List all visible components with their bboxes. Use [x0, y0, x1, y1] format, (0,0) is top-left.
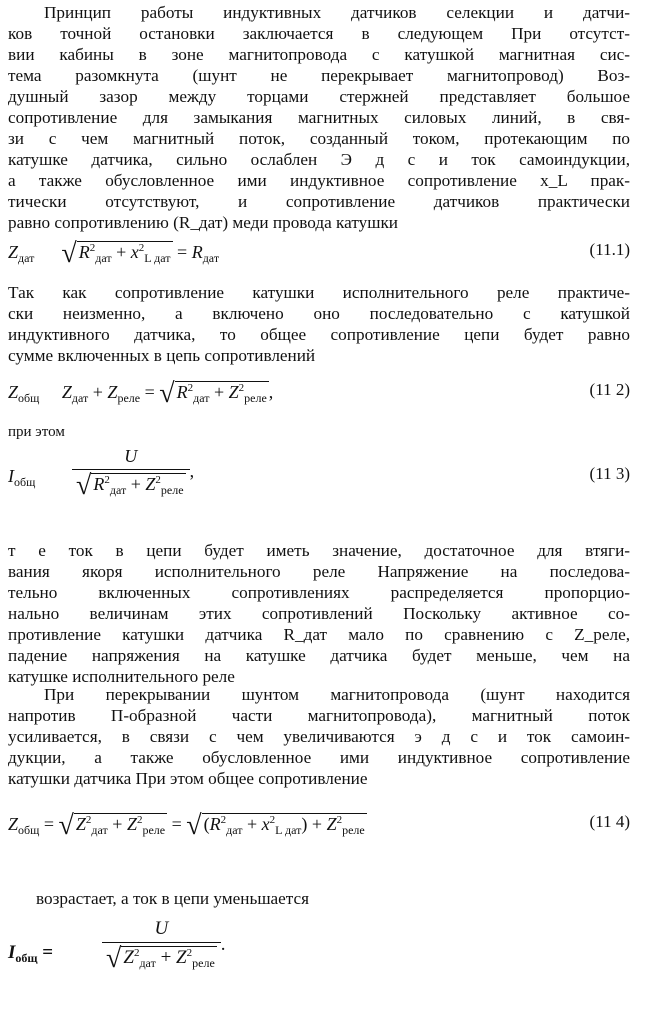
- equation-11-3: $I_{общ}$ $\frac{U}{√ R^2_{дат} + Z^2_{реле}}$ , (11 3): [8, 446, 630, 501]
- text-line: катушке исполнительного реле: [8, 667, 235, 686]
- text-line: напротив П-образной части магнитопровода), магнитный поток: [8, 706, 630, 725]
- text-line: тема разомкнута (шунт не перекрывает магнитопровод) Воз-: [8, 66, 630, 85]
- equation-5: $I_{общ}$ = $\frac{U}{√ Z^2_{дат} + Z^2_{реле}}$ .: [8, 918, 226, 974]
- text-line: вания якоря исполнительного реле Напряжение на последова-: [8, 562, 630, 581]
- text-line: индуктивного датчика, то общее сопротивление цепи будет равно: [8, 325, 630, 344]
- pri-etom-text: при этом: [8, 424, 65, 440]
- text-line: равно сопротивлению (R_дат) меди провода катушки: [8, 213, 398, 232]
- text-line: тельно включенных сопротивлениях распределяется пропорцио-: [8, 583, 630, 602]
- document-page: Принцип работы индуктивных датчиков селекции и датчи- ков точной остановки заключается в следующем При отсутст- вии кабины в зоне магнитопровода с катушкой магнитная сис- тема разомкнута (шунт не перекрывает магнитопровод) Воз- душный зазор между торцами стержней представляет большое сопротивление для замыкания магнитных силовых линий, в свя- зи с чем магнитный поток, созданный током, протекающим по катушке датчика, сильно ослаблен Э д с и ток самоиндукции, а также обусловленное ими индуктивное сопротивление x_L прак- тически отсутствуют, и сопротивление датчиков практически равно сопротивлению (R_дат) меди провода катушки $Z_{дат}$ √ $R^2_{дат} + x^2_{L дат} = R_{дат}$ (11.1) Так как сопротивление катушки исполнительного реле практиче- ски неизменно, а включено оно последовательно с катушкой индуктивного датчика, то общее сопротивление цепи будет равно сумме включенных в цепь сопротивлений $Z_{общ}$ $Z_{дат} + Z_{реле}$ = √ $R^2_{дат} + Z^2_{реле}$ , (11 2) при этом $I_{общ}$ $\frac{U}{√ R^2_{дат} + Z^2_{реле}}$ , (11 3) т е ток в цепи будет иметь значение, достаточное для втяги- вания якоря исполнительного реле Напряжение на последова- тельно включенных сопротивлениях распределяется пропорцио- нально величинам этих сопротивлений Поскольку активное со- противление катушки датчика R_дат мало по сравнению с Z_реле, падение напряжения на катушке датчика будет меньше, чем на катушке исполнительного реле При перекрывании шунтом магнитопровода (шунт находится напротив П-образной части магнитопровода), магнитный поток усиливается, в связи с чем увеличиваются э д с и ток самоин- дукции, а также обусловленное ими индуктивное сопротивление катушки датчика При этом общее сопротивление $Z_{общ}$ = √ $Z^2_{дат} + Z^2_{реле} = √(R^2_{дат} + x^2_{L дат}) + Z^2_{реле}$ (11 4) возрастает, а ток в цепи уменьшается $I_{общ}$ = $\frac{U}{√ Z^2_{дат} + Z^2_{реле}}$ .: [0, 0, 650, 1024]
- text-line: Так как сопротивление катушки исполнительного реле практиче-: [8, 283, 630, 302]
- paragraph-2: [8, 282, 630, 366]
- text-line: сопротивление для замыкания магнитных силовых линий, в свя-: [8, 108, 630, 127]
- text-line: ски неизменно, а включено оно последовательно с катушкой: [8, 304, 630, 323]
- equation-number: (11 4): [589, 812, 630, 831]
- text-line: душный зазор между торцами стержней представляет большое: [8, 87, 630, 106]
- paragraph-1: [8, 2, 630, 233]
- text-line: вии кабины в зоне магнитопровода с катушкой магнитная сис-: [8, 45, 630, 64]
- equation-number: (11.1): [589, 240, 630, 259]
- text-line: усиливается, в связи с чем увеличиваются э д с и ток самоин-: [8, 727, 630, 746]
- text-line: нально величинам этих сопротивлений Поскольку активное со-: [8, 604, 630, 623]
- text-line: катушке датчика, сильно ослаблен Э д с и ток самоиндукции,: [8, 150, 630, 169]
- text-line: При перекрывании шунтом магнитопровода (шунт находится: [44, 685, 630, 704]
- text-line: дукции, а также обусловленное ими индуктивное сопротивление: [8, 748, 630, 767]
- paragraph-3: [8, 540, 630, 687]
- equation-number: (11 3): [589, 464, 630, 483]
- paragraph-5: возрастает, а ток в цепи уменьшается: [36, 889, 310, 908]
- text-line: сумме включенных в цепь сопротивлений: [8, 346, 316, 365]
- text-line: ков точной остановки заключается в следующем При отсутст-: [8, 24, 630, 43]
- text-line: катушки датчика При этом общее сопротивление: [8, 769, 368, 788]
- paragraph-4: [8, 684, 630, 789]
- text-line: противление катушки датчика R_дат мало по сравнению с Z_реле,: [8, 625, 630, 644]
- text-line: зи с чем магнитный поток, созданный током, протекающим по: [8, 129, 630, 148]
- equation-number: (11 2): [589, 380, 630, 399]
- text-line: падение напряжения на катушке датчика будет меньше, чем на: [8, 646, 630, 665]
- text-line: а также обусловленное ими индуктивное сопротивление x_L прак-: [8, 171, 630, 190]
- text-line: т е ток в цепи будет иметь значение, достаточное для втяги-: [8, 541, 630, 560]
- text-line: Принцип работы индуктивных датчиков селекции и датчи-: [44, 3, 630, 22]
- text-line: тически отсутствуют, и сопротивление датчиков практически: [8, 192, 630, 211]
